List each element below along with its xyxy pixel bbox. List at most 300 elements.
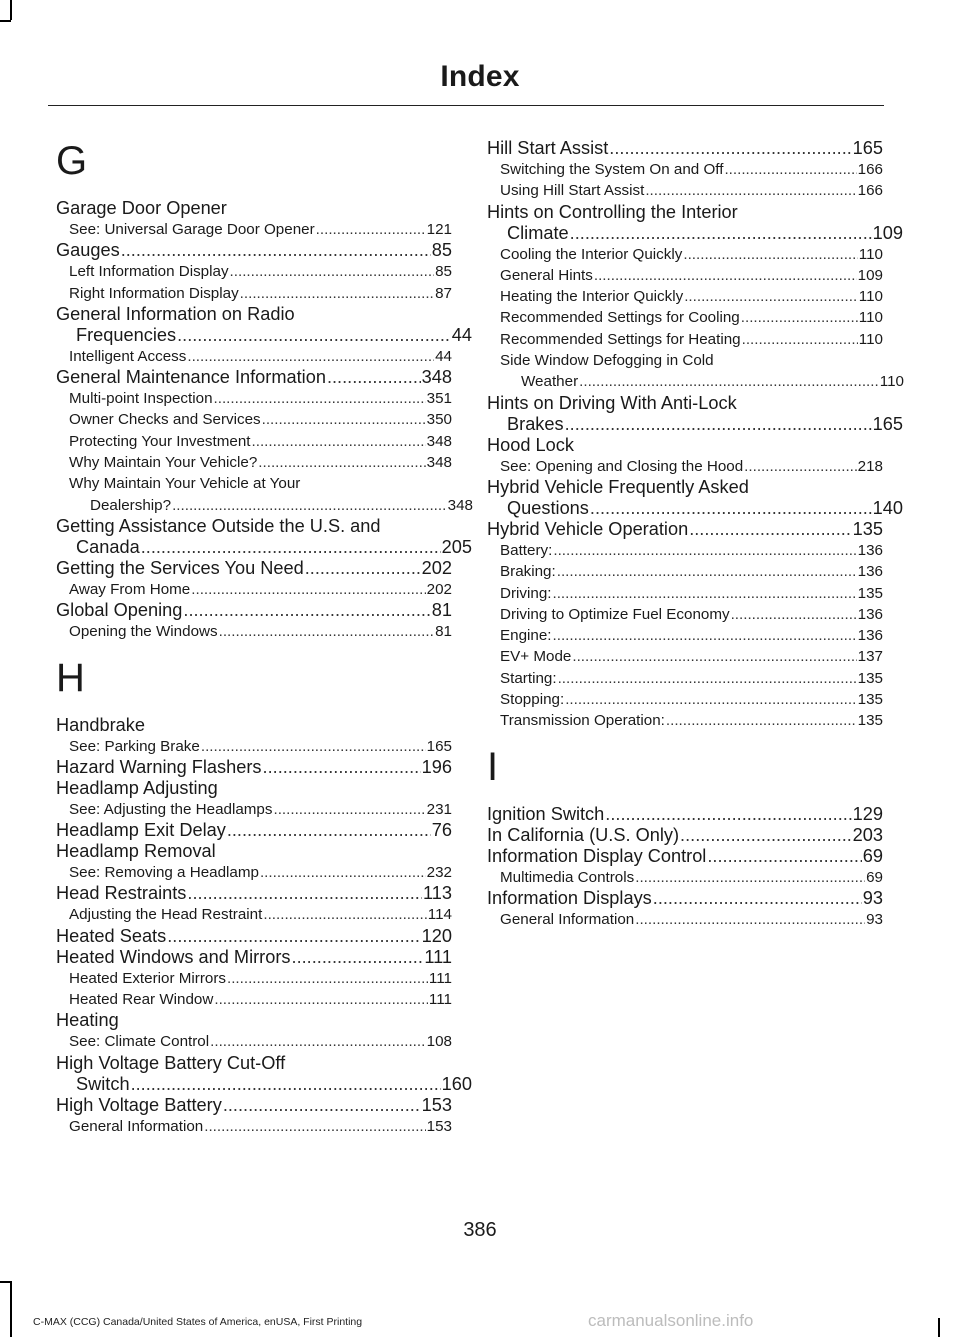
page-ref[interactable]: 85 <box>435 263 452 281</box>
entry-text: See: Parking Brake <box>69 737 200 755</box>
entry-line <box>500 646 883 667</box>
entry-text: Cooling the Interior Quickly <box>500 245 683 263</box>
entry-text: Braking: <box>500 563 556 581</box>
entry-text: Intelligent Access <box>69 347 187 365</box>
entry-text: Starting: <box>500 669 557 687</box>
dot-leader <box>680 825 852 846</box>
index-subentry[interactable] <box>487 244 883 265</box>
dot-leader <box>141 537 441 558</box>
page-ref[interactable]: 121 <box>426 221 452 238</box>
entry-text: Headlamp Exit Delay <box>56 820 226 841</box>
entry-text: Heated Exterior Mirrors <box>69 969 226 987</box>
page-ref[interactable]: 110 <box>858 309 883 327</box>
index-subentry[interactable] <box>487 286 883 307</box>
index-entry[interactable] <box>56 947 452 968</box>
entry-line <box>69 579 452 600</box>
dot-leader <box>557 561 857 582</box>
page-ref[interactable]: 348 <box>447 496 473 514</box>
dot-leader <box>187 883 422 904</box>
entry-text: Frequencies <box>76 324 177 345</box>
index-entry[interactable] <box>487 138 883 159</box>
entry-text-first-line: High Voltage Battery Cut-Off <box>56 1052 286 1073</box>
page-ref[interactable]: 348 <box>421 367 452 388</box>
entry-text-first-line: Hints on Driving With Anti-Lock <box>487 392 737 413</box>
entry-line <box>69 1116 452 1137</box>
dot-leader <box>183 600 430 621</box>
dot-leader <box>223 1095 421 1116</box>
entry-line <box>500 456 883 477</box>
entry-line <box>487 825 883 846</box>
index-subentry[interactable] <box>487 265 883 286</box>
page-ref[interactable]: 136 <box>857 627 883 645</box>
page-ref[interactable]: 166 <box>857 161 883 178</box>
index-subentry[interactable] <box>56 862 452 883</box>
entry-text: Driving: <box>500 584 552 602</box>
dot-leader <box>316 219 426 240</box>
index-entry[interactable] <box>487 846 883 867</box>
index-subentry[interactable] <box>56 261 452 282</box>
entry-line <box>69 495 473 516</box>
index-subentry[interactable] <box>487 909 883 930</box>
index-entry[interactable] <box>56 600 452 621</box>
index-subentry[interactable] <box>487 625 883 646</box>
entry-text: Transmission Operation: <box>500 712 665 730</box>
entry-line <box>500 244 883 265</box>
entry-line <box>500 159 883 180</box>
index-subentry[interactable] <box>487 668 883 689</box>
page-ref[interactable]: 81 <box>435 623 452 641</box>
dot-leader <box>609 138 851 159</box>
entry-text: Left Information Display <box>69 263 229 281</box>
page-ref[interactable]: 69 <box>862 845 883 866</box>
entry-line <box>56 883 452 904</box>
page-title: Index <box>440 60 520 93</box>
entry-text: Headlamp Removal <box>56 841 216 862</box>
entry-line <box>500 583 883 604</box>
page-ref[interactable]: 69 <box>866 868 883 886</box>
page-ref[interactable]: 165 <box>426 737 452 755</box>
entry-text: In California (U.S. Only) <box>487 824 680 845</box>
index-subentry[interactable] <box>56 989 452 1010</box>
entry-text: Multi-point Inspection <box>69 390 213 408</box>
dot-leader <box>219 621 435 642</box>
dot-leader <box>210 1031 426 1052</box>
entry-text: Global Opening <box>56 600 183 621</box>
index-subentry[interactable] <box>56 219 452 240</box>
dot-leader <box>579 371 879 392</box>
entry-line <box>500 625 883 646</box>
entry-line <box>56 820 452 841</box>
page-ref[interactable]: 135 <box>857 669 883 687</box>
entry-line <box>69 261 452 282</box>
entry-text: Ignition Switch <box>487 803 605 824</box>
index-subentry[interactable] <box>56 799 452 820</box>
dot-leader <box>553 540 856 561</box>
dot-leader <box>204 1116 425 1137</box>
dot-leader <box>327 367 421 388</box>
index-entry[interactable] <box>56 515 472 558</box>
page-ref[interactable]: 137 <box>857 648 883 666</box>
section-letter: G <box>56 139 88 183</box>
page-ref[interactable]: 202 <box>426 580 452 598</box>
entry-line <box>56 757 452 778</box>
index-subentry[interactable] <box>56 388 452 409</box>
page-ref[interactable]: 165 <box>872 413 903 434</box>
page-ref[interactable]: 109 <box>857 266 883 284</box>
entry-text: Heated Seats <box>56 925 167 946</box>
index-subentry[interactable] <box>56 968 452 989</box>
page-ref[interactable]: 76 <box>431 820 452 841</box>
index-subentry[interactable] <box>56 431 452 452</box>
dot-leader <box>177 325 451 346</box>
index-column-left <box>56 138 473 1137</box>
dot-leader <box>214 989 428 1010</box>
index-subentry[interactable] <box>56 473 473 516</box>
entry-text: See: Opening and Closing the Hood <box>500 457 744 475</box>
dot-leader <box>552 583 856 604</box>
dot-leader <box>590 498 872 519</box>
entry-text: Why Maintain Your Vehicle? <box>69 454 258 472</box>
index-entry[interactable] <box>487 804 883 825</box>
dot-leader <box>744 456 856 477</box>
entry-line <box>487 414 903 435</box>
page-ref[interactable]: 135 <box>852 518 883 539</box>
dot-leader <box>565 689 856 710</box>
entry-text: Garage Door Opener <box>56 198 227 218</box>
entry-text: Climate <box>507 222 569 243</box>
dot-leader <box>292 947 424 968</box>
page-ref[interactable]: 93 <box>862 887 883 908</box>
page-ref[interactable]: 114 <box>427 906 452 924</box>
entry-line <box>487 223 903 244</box>
dot-leader <box>262 409 426 430</box>
footer-publication-info: C-MAX (CCG) Canada/United States of America, enUSA, First Printing <box>33 1316 363 1328</box>
page-ref[interactable]: 205 <box>441 536 472 557</box>
index-subentry[interactable] <box>56 1031 452 1052</box>
entry-line <box>487 804 883 825</box>
entry-text: Heating the Interior Quickly <box>500 288 684 306</box>
dot-leader <box>191 579 425 600</box>
index-entry[interactable] <box>56 778 452 799</box>
entry-line <box>56 558 452 579</box>
page-ref[interactable]: 203 <box>852 824 883 845</box>
crop-mark-top-left-horizontal <box>0 20 11 22</box>
entry-line <box>69 904 452 925</box>
page-ref[interactable]: 231 <box>426 800 452 818</box>
entry-text: Right Information Display <box>69 284 239 302</box>
index-subentry[interactable] <box>56 346 452 367</box>
index-subentry[interactable] <box>487 180 883 201</box>
entry-line <box>69 799 452 820</box>
crop-mark-top-left-vertical <box>10 0 12 20</box>
crop-mark-bottom-left-horizontal <box>0 1281 11 1283</box>
entry-line <box>487 138 883 159</box>
index-subentry[interactable] <box>487 159 883 180</box>
page-ref[interactable]: 135 <box>857 712 883 730</box>
index-entry[interactable] <box>56 240 452 261</box>
page-ref[interactable]: 351 <box>426 390 452 408</box>
page-ref[interactable]: 109 <box>872 222 903 243</box>
entry-line <box>69 283 452 304</box>
entry-line <box>500 180 883 201</box>
entry-line <box>500 265 883 286</box>
page-ref[interactable]: 166 <box>857 182 883 200</box>
entry-text: Adjusting the Head Restraint <box>69 906 263 924</box>
entry-line <box>69 862 452 883</box>
entry-line <box>56 537 472 558</box>
index-subentry[interactable] <box>487 646 883 667</box>
crop-mark-bottom-left-vertical <box>10 1281 12 1337</box>
index-subentry[interactable] <box>487 604 883 625</box>
page-ref[interactable]: 129 <box>852 803 883 824</box>
entry-text: Gauges <box>56 240 120 261</box>
page-ref[interactable]: 196 <box>421 756 452 777</box>
entry-text: Opening the Windows <box>69 623 218 641</box>
page-ref[interactable]: 81 <box>431 600 452 621</box>
index-subentry[interactable] <box>487 329 883 350</box>
page-ref[interactable]: 108 <box>426 1033 452 1051</box>
entry-text: Getting the Services You Need <box>56 557 304 578</box>
index-subentry[interactable] <box>487 583 883 604</box>
entry-line <box>56 926 452 947</box>
entry-line <box>500 371 904 392</box>
entry-text: Driving to Optimize Fuel Economy <box>500 605 730 623</box>
dot-leader <box>187 346 434 367</box>
page-ref[interactable]: 140 <box>872 497 903 518</box>
index-entry[interactable] <box>56 1010 452 1031</box>
dot-leader <box>635 867 865 888</box>
page-ref[interactable]: 111 <box>424 946 452 967</box>
index-subentry[interactable] <box>487 561 883 582</box>
entry-line <box>500 710 883 731</box>
page-ref[interactable]: 87 <box>435 284 452 302</box>
entry-text: Multimedia Controls <box>500 868 635 886</box>
entry-text: Canada <box>76 536 140 557</box>
entry-text: Headlamp Adjusting <box>56 777 218 798</box>
entry-text: Hybrid Vehicle Operation <box>487 518 689 539</box>
index-entry[interactable] <box>56 1095 452 1116</box>
index-entry[interactable] <box>487 825 883 846</box>
page-ref[interactable]: 111 <box>428 969 452 987</box>
page-ref[interactable]: 135 <box>857 584 883 602</box>
page-ref[interactable]: 136 <box>857 541 883 559</box>
entry-text: Recommended Settings for Heating <box>500 330 741 348</box>
page-ref[interactable]: 85 <box>431 240 452 261</box>
index-entry[interactable] <box>487 888 883 909</box>
entry-line <box>500 540 883 561</box>
index-entry[interactable] <box>56 558 452 579</box>
page-ref[interactable]: 44 <box>451 324 472 345</box>
dot-leader <box>594 265 857 286</box>
dot-leader <box>570 223 872 244</box>
dot-leader <box>131 1074 441 1095</box>
dot-leader <box>558 668 857 689</box>
page-ref[interactable]: 202 <box>421 557 452 578</box>
entry-line <box>500 909 883 930</box>
dot-leader <box>252 431 426 452</box>
dot-leader <box>683 244 857 265</box>
dot-leader <box>227 820 431 841</box>
page-ref[interactable]: 44 <box>435 347 452 365</box>
entry-text: Hood Lock <box>487 434 574 455</box>
page-ref[interactable]: 135 <box>857 691 883 709</box>
entry-text: Heated Rear Window <box>69 991 214 1009</box>
dot-leader <box>263 904 426 925</box>
dot-leader <box>260 862 426 883</box>
dot-leader <box>230 261 435 282</box>
entry-line <box>69 219 452 240</box>
entry-text: Information Displays <box>487 887 652 908</box>
index-entry[interactable] <box>487 392 903 435</box>
entry-line <box>69 1031 452 1052</box>
page-ref[interactable]: 110 <box>858 288 883 306</box>
entry-text: Brakes <box>507 413 564 434</box>
index-subentry[interactable] <box>487 540 883 561</box>
index-subentry[interactable] <box>487 456 883 477</box>
dot-leader <box>605 804 851 825</box>
entry-line <box>56 600 452 621</box>
entry-text-first-line: Getting Assistance Outside the U.S. and <box>56 515 381 536</box>
entry-line <box>69 736 452 757</box>
page-ref[interactable]: 136 <box>857 563 883 581</box>
index-entry[interactable] <box>56 883 452 904</box>
index-subentry[interactable] <box>487 867 883 888</box>
entry-text: Heating <box>56 1010 119 1031</box>
entry-line <box>56 367 452 388</box>
entry-line <box>69 452 452 473</box>
index-subentry[interactable] <box>487 350 904 393</box>
dot-leader <box>172 495 447 516</box>
entry-text: Heated Windows and Mirrors <box>56 946 291 967</box>
entry-text: See: Universal Garage Door Opener <box>69 221 315 238</box>
entry-line <box>500 561 883 582</box>
entry-text: Switch <box>76 1073 130 1094</box>
dot-leader <box>731 604 857 625</box>
index-subentry[interactable] <box>56 621 452 642</box>
page-ref[interactable]: 113 <box>423 883 452 904</box>
page-ref[interactable]: 348 <box>426 432 452 450</box>
page-ref[interactable]: 350 <box>426 411 452 429</box>
entry-text-first-line: Hints on Controlling the Interior <box>487 201 738 222</box>
entry-line <box>69 621 452 642</box>
entry-text: Recommended Settings for Cooling <box>500 309 740 327</box>
index-entry[interactable] <box>56 757 452 778</box>
index-entry[interactable] <box>56 841 452 862</box>
index-entry[interactable] <box>56 1052 472 1095</box>
entry-text: High Voltage Battery <box>56 1094 222 1115</box>
index-entry[interactable] <box>56 926 452 947</box>
entry-line <box>56 947 452 968</box>
index-subentry[interactable] <box>56 452 452 473</box>
entry-line <box>69 431 452 452</box>
section-letter: I <box>487 744 499 789</box>
page-ref[interactable]: 93 <box>866 910 883 928</box>
index-subentry[interactable] <box>487 710 883 731</box>
page-ref[interactable]: 110 <box>879 373 904 391</box>
title-divider <box>48 105 884 106</box>
index-entry[interactable] <box>56 715 452 736</box>
section-letter: H <box>56 655 85 700</box>
index-entry[interactable] <box>56 820 452 841</box>
index-entry[interactable] <box>56 367 452 388</box>
page-ref[interactable]: 218 <box>857 457 883 475</box>
page-ref[interactable]: 348 <box>426 454 452 472</box>
dot-leader <box>742 329 858 350</box>
entry-line <box>69 346 452 367</box>
page-ref[interactable]: 160 <box>441 1073 472 1094</box>
page-ref[interactable]: 153 <box>421 1094 452 1115</box>
page-ref[interactable]: 110 <box>858 245 883 263</box>
page-ref[interactable]: 120 <box>421 925 452 946</box>
entry-text: Dealership? <box>90 496 172 514</box>
dot-leader <box>666 710 857 731</box>
entry-line <box>500 867 883 888</box>
index-entry[interactable] <box>487 201 903 244</box>
index-subentry[interactable] <box>487 307 883 328</box>
index-entry[interactable] <box>487 476 903 519</box>
index-subentry[interactable] <box>56 736 452 757</box>
entry-text: Protecting Your Investment <box>69 432 251 450</box>
index-entry[interactable] <box>56 198 452 219</box>
dot-leader <box>707 846 861 867</box>
index-subentry[interactable] <box>56 409 452 430</box>
dot-leader <box>689 519 851 540</box>
dot-leader <box>273 799 425 820</box>
dot-leader <box>201 736 426 757</box>
watermark-text: carmanualsonline.info <box>588 1311 754 1330</box>
index-column-right <box>487 138 904 930</box>
entry-text: Stopping: <box>500 691 565 709</box>
page-ref[interactable]: 110 <box>858 330 883 348</box>
index-entry[interactable] <box>56 303 472 346</box>
dot-leader <box>565 414 872 435</box>
dot-leader <box>227 968 428 989</box>
dot-leader <box>653 888 862 909</box>
dot-leader <box>263 757 421 778</box>
page-ref[interactable]: 153 <box>426 1117 452 1135</box>
index-subentry[interactable] <box>487 689 883 710</box>
entry-line <box>69 388 452 409</box>
entry-text: Weather <box>521 373 579 391</box>
entry-line <box>500 604 883 625</box>
index-entry[interactable] <box>487 519 883 540</box>
page-ref[interactable]: 111 <box>428 991 452 1009</box>
page-ref[interactable]: 165 <box>852 138 883 158</box>
entry-text: General Maintenance Information <box>56 367 326 388</box>
entry-text: General Information <box>69 1117 204 1135</box>
entry-line <box>500 329 883 350</box>
page-ref[interactable]: 136 <box>857 605 883 623</box>
page-number: 386 <box>463 1219 497 1241</box>
index-subentry[interactable] <box>56 283 452 304</box>
entry-line <box>69 968 452 989</box>
entry-line <box>56 1074 472 1095</box>
index-subentry[interactable] <box>56 904 452 925</box>
index-subentry[interactable] <box>56 579 452 600</box>
entry-line <box>500 286 883 307</box>
index-entry[interactable] <box>487 435 883 456</box>
entry-text: Questions <box>507 497 589 518</box>
entry-text: Away From Home <box>69 580 191 598</box>
dot-leader <box>240 283 434 304</box>
page-ref[interactable]: 232 <box>426 864 452 882</box>
entry-text-first-line: General Information on Radio <box>56 303 295 324</box>
entry-text: General Hints <box>500 266 593 284</box>
entry-text: EV+ Mode <box>500 648 572 666</box>
index-subentry[interactable] <box>56 1116 452 1137</box>
crop-mark-bottom-right-vertical <box>938 1318 940 1337</box>
entry-text: See: Adjusting the Headlamps <box>69 800 273 818</box>
